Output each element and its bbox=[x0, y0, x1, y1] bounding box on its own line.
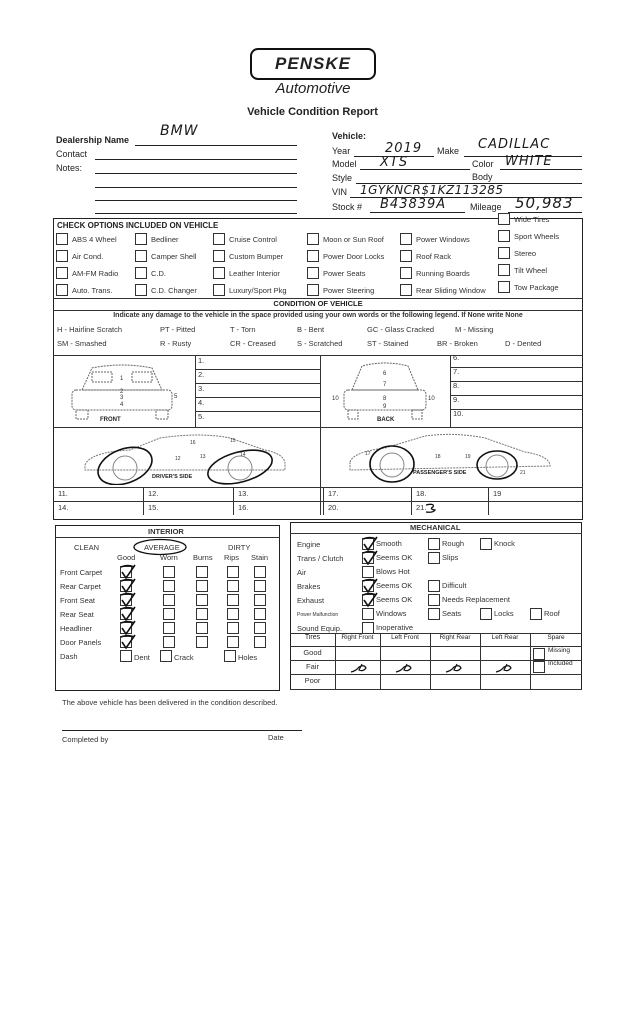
interior-row-label: Front Seat bbox=[60, 596, 96, 605]
tire-fair-mark[interactable] bbox=[350, 662, 370, 674]
damage-field-15[interactable]: 15. bbox=[148, 503, 159, 512]
divider bbox=[233, 501, 234, 515]
svg-text:2: 2 bbox=[120, 389, 124, 395]
tires-header: Left Front bbox=[391, 634, 419, 641]
option-checkbox[interactable] bbox=[135, 284, 147, 296]
legend-item: ST - Stained bbox=[367, 339, 409, 348]
mechanical-option-label: Needs Replacement bbox=[442, 595, 510, 604]
svg-text:10: 10 bbox=[332, 396, 339, 402]
option-label: Auto. Trans. bbox=[72, 286, 113, 295]
option-checkbox[interactable] bbox=[498, 230, 510, 242]
divider bbox=[488, 501, 489, 515]
interior-checkbox[interactable] bbox=[163, 594, 175, 606]
legend-item: GC - Glass Cracked bbox=[367, 325, 435, 334]
damage-field-18[interactable]: 18. bbox=[416, 489, 427, 498]
vehicle-label: Vehicle: bbox=[332, 131, 367, 141]
divider bbox=[195, 383, 320, 384]
mechanical-row-label: Trans / Clutch bbox=[297, 554, 344, 563]
svg-text:5: 5 bbox=[174, 394, 178, 400]
mechanical-checkbox[interactable] bbox=[428, 608, 440, 620]
page-title: Vehicle Condition Report bbox=[247, 106, 378, 118]
mechanical-row-label: Air bbox=[297, 568, 307, 577]
dirty-label: DIRTY bbox=[228, 543, 251, 552]
divider bbox=[143, 487, 144, 501]
option-label: Tow Package bbox=[514, 283, 559, 292]
option-checkbox[interactable] bbox=[498, 281, 510, 293]
option-checkbox[interactable] bbox=[400, 267, 412, 279]
svg-text:16: 16 bbox=[190, 440, 196, 446]
svg-text:14: 14 bbox=[240, 452, 246, 458]
option-checkbox[interactable] bbox=[213, 284, 225, 296]
divider bbox=[290, 674, 582, 675]
interior-row-label: Door Panels bbox=[60, 638, 102, 647]
tires-header: Spare bbox=[547, 634, 565, 641]
damage-field-7[interactable]: 7. bbox=[453, 367, 460, 376]
divider bbox=[323, 501, 324, 515]
interior-checkbox[interactable] bbox=[163, 622, 175, 634]
damage-field-9[interactable]: 9. bbox=[453, 395, 460, 404]
year-value[interactable]: 2019 bbox=[385, 141, 423, 156]
option-checkbox[interactable] bbox=[213, 233, 225, 245]
mechanical-checkbox[interactable] bbox=[428, 538, 440, 550]
dash-holes-label: Holes bbox=[238, 653, 258, 662]
option-checkbox[interactable] bbox=[400, 233, 412, 245]
option-label: AM-FM Radio bbox=[72, 269, 119, 278]
svg-text:9: 9 bbox=[383, 404, 387, 410]
delivery-statement: The above vehicle has been delivered in the condition described. bbox=[62, 698, 278, 707]
svg-text:17: 17 bbox=[365, 451, 371, 457]
svg-text:21: 21 bbox=[520, 470, 526, 476]
damage-field-14[interactable]: 14. bbox=[58, 503, 69, 512]
legend-item: T - Torn bbox=[230, 325, 256, 334]
spare-missing-checkbox[interactable] bbox=[533, 648, 545, 660]
option-checkbox[interactable] bbox=[135, 233, 147, 245]
interior-checkbox[interactable] bbox=[227, 594, 239, 606]
option-checkbox[interactable] bbox=[56, 250, 68, 262]
option-checkbox[interactable] bbox=[56, 233, 68, 245]
svg-text:4: 4 bbox=[120, 402, 124, 408]
mechanical-row-label: Power Malfunction bbox=[297, 612, 339, 618]
mechanical-option-label: Seats bbox=[442, 609, 462, 618]
mechanical-checkbox[interactable] bbox=[530, 608, 542, 620]
interior-checkbox[interactable] bbox=[254, 580, 266, 592]
interior-checkbox[interactable] bbox=[227, 622, 239, 634]
damage-field-6[interactable]: 6. bbox=[453, 353, 460, 362]
damage-field-4[interactable]: 4. bbox=[198, 398, 205, 407]
option-checkbox[interactable] bbox=[56, 284, 68, 296]
mechanical-option-label: Smooth bbox=[376, 539, 402, 548]
damage-field-17[interactable]: 17. bbox=[328, 489, 339, 498]
mechanical-option-label: Seems OK bbox=[376, 595, 413, 604]
divider bbox=[411, 487, 412, 501]
tires-header: Right Rear bbox=[439, 634, 471, 641]
damage-field-16[interactable]: 16. bbox=[238, 503, 249, 512]
logo-sub: Automotive bbox=[275, 80, 351, 97]
svg-text:18: 18 bbox=[435, 454, 441, 460]
svg-text:6: 6 bbox=[383, 371, 387, 377]
legend-item: SM - Smashed bbox=[57, 339, 107, 348]
option-checkbox[interactable] bbox=[498, 213, 510, 225]
mechanical-checkbox[interactable] bbox=[362, 552, 374, 564]
dash-crack-label: Crack bbox=[174, 653, 194, 662]
divider bbox=[450, 395, 583, 396]
dash-dent-label: Dent bbox=[134, 653, 150, 662]
legend-item: M - Missing bbox=[455, 325, 494, 334]
option-label: Running Boards bbox=[416, 269, 470, 278]
option-label: Roof Rack bbox=[416, 252, 452, 261]
interior-checkbox[interactable] bbox=[254, 608, 266, 620]
svg-text:1: 1 bbox=[120, 376, 124, 382]
vin-value[interactable]: 1GYKNCR$1KZ113285 bbox=[360, 183, 504, 197]
handwritten-mark-21 bbox=[423, 502, 443, 514]
mechanical-checkbox[interactable] bbox=[428, 552, 440, 564]
interior-checkbox[interactable] bbox=[120, 636, 132, 648]
option-checkbox[interactable] bbox=[307, 250, 319, 262]
interior-checkbox[interactable] bbox=[254, 636, 266, 648]
condition-instruction: Indicate any damage to the vehicle in the space provided using your own words or the following legend. If None write None bbox=[113, 312, 523, 319]
option-checkbox[interactable] bbox=[307, 233, 319, 245]
spare-included-checkbox[interactable] bbox=[533, 661, 545, 673]
divider bbox=[290, 689, 582, 690]
divider bbox=[195, 397, 320, 398]
interior-checkbox[interactable] bbox=[163, 580, 175, 592]
clean-label: CLEAN bbox=[74, 543, 100, 552]
style-label: Style bbox=[332, 173, 353, 183]
signature-line[interactable] bbox=[62, 730, 302, 731]
mechanical-option-label: Rough bbox=[442, 539, 465, 548]
mechanical-option-label: Locks bbox=[494, 609, 514, 618]
interior-checkbox[interactable] bbox=[196, 636, 208, 648]
divider bbox=[143, 501, 144, 515]
mechanical-checkbox[interactable] bbox=[362, 594, 374, 606]
option-checkbox[interactable] bbox=[213, 267, 225, 279]
contact-label: Contact bbox=[56, 149, 88, 159]
option-checkbox[interactable] bbox=[307, 267, 319, 279]
divider bbox=[488, 487, 489, 501]
damage-field-3[interactable]: 3. bbox=[198, 384, 205, 393]
mechanical-option-label: Knock bbox=[494, 539, 515, 548]
option-checkbox[interactable] bbox=[498, 247, 510, 259]
option-checkbox[interactable] bbox=[498, 264, 510, 276]
year-label: Year bbox=[332, 146, 351, 156]
tire-fair-mark[interactable] bbox=[395, 662, 415, 674]
date-label: Date bbox=[268, 733, 284, 742]
interior-row-label: Rear Carpet bbox=[60, 582, 101, 591]
divider bbox=[290, 646, 582, 647]
model-label: Model bbox=[332, 159, 357, 169]
divider bbox=[380, 633, 381, 689]
notes-label: Notes: bbox=[56, 163, 83, 173]
interior-column-burns: Burns bbox=[193, 553, 213, 562]
interior-row-label: Headliner bbox=[60, 624, 93, 633]
interior-row-label: Rear Seat bbox=[60, 610, 94, 619]
legend-item: D - Dented bbox=[505, 339, 542, 348]
logo-brand: PENSKE bbox=[275, 54, 351, 73]
mechanical-checkbox[interactable] bbox=[428, 580, 440, 592]
legend-item: S - Scratched bbox=[297, 339, 343, 348]
svg-text:15: 15 bbox=[230, 438, 236, 444]
legend-item: H - Hairline Scratch bbox=[57, 325, 123, 334]
option-checkbox[interactable] bbox=[307, 284, 319, 296]
interior-checkbox[interactable] bbox=[196, 566, 208, 578]
damage-field-11[interactable]: 11. bbox=[58, 489, 68, 498]
back-car-diagram bbox=[330, 360, 440, 422]
interior-checkbox[interactable] bbox=[227, 580, 239, 592]
svg-text:19: 19 bbox=[465, 454, 471, 460]
interior-checkbox[interactable] bbox=[196, 594, 208, 606]
svg-text:10: 10 bbox=[428, 396, 435, 402]
mechanical-option-label: Blows Hot bbox=[376, 567, 410, 576]
dealership-name-label: Dealership Name bbox=[56, 135, 130, 145]
mechanical-checkbox[interactable] bbox=[362, 608, 374, 620]
mechanical-option-label: Seems OK bbox=[376, 581, 413, 590]
interior-checkbox[interactable] bbox=[163, 608, 175, 620]
interior-checkbox[interactable] bbox=[227, 636, 239, 648]
option-checkbox[interactable] bbox=[135, 267, 147, 279]
mechanical-row-label: Engine bbox=[297, 540, 321, 549]
divider bbox=[411, 501, 412, 515]
interior-column-stain: Stain bbox=[251, 553, 269, 562]
dash-label: Dash bbox=[60, 652, 78, 661]
svg-text:12: 12 bbox=[175, 456, 181, 462]
mechanical-option-label: Difficult bbox=[442, 581, 467, 590]
vin-label: VIN bbox=[332, 187, 348, 197]
tires-header: Tires bbox=[304, 634, 321, 641]
tires-header: Left Rear bbox=[491, 634, 519, 641]
option-label: C.D. Changer bbox=[151, 286, 197, 295]
option-label: Cruise Control bbox=[229, 235, 277, 244]
drivers-side-label: DRIVER'S SIDE bbox=[152, 474, 193, 480]
divider bbox=[430, 633, 431, 689]
contact-field[interactable] bbox=[95, 159, 297, 160]
divider bbox=[195, 369, 320, 370]
damage-field-20[interactable]: 20. bbox=[328, 503, 339, 512]
mechanical-row-label: Exhaust bbox=[297, 596, 325, 605]
option-label: Tilt Wheel bbox=[514, 266, 548, 275]
legend-item: PT - Pitted bbox=[160, 325, 196, 334]
divider bbox=[450, 409, 583, 410]
mechanical-checkbox[interactable] bbox=[428, 594, 440, 606]
dash-crack-checkbox[interactable] bbox=[160, 650, 172, 662]
damage-field-19[interactable]: 19 bbox=[493, 489, 502, 498]
option-checkbox[interactable] bbox=[213, 250, 225, 262]
option-label: Rear Sliding Window bbox=[416, 286, 486, 295]
damage-field-5[interactable]: 5. bbox=[198, 412, 205, 421]
option-label: Camper Shell bbox=[151, 252, 197, 261]
front-car-diagram bbox=[62, 360, 182, 422]
damage-field-13[interactable]: 13. bbox=[238, 489, 249, 498]
stock-value[interactable]: B43839A bbox=[380, 197, 447, 212]
average-label: AVERAGE bbox=[144, 543, 180, 552]
svg-text:13: 13 bbox=[200, 454, 206, 460]
interior-column-worn: Worn bbox=[160, 553, 178, 562]
interior-checkbox[interactable] bbox=[254, 622, 266, 634]
interior-checkbox[interactable] bbox=[227, 608, 239, 620]
mechanical-option-label: Windows bbox=[376, 609, 407, 618]
option-label: Bedliner bbox=[151, 235, 179, 244]
mechanical-checkbox[interactable] bbox=[480, 538, 492, 550]
option-label: Moon or Sun Roof bbox=[323, 235, 384, 244]
damage-field-21[interactable]: 21. bbox=[416, 503, 427, 512]
interior-row-label: Front Carpet bbox=[60, 568, 103, 577]
passenger-side-diagram bbox=[345, 430, 560, 485]
divider bbox=[480, 633, 481, 689]
completed-by-label: Completed by bbox=[62, 735, 109, 744]
interior-column-rips: Rips bbox=[224, 553, 240, 562]
option-checkbox[interactable] bbox=[400, 284, 412, 296]
option-label: Custom Bumper bbox=[229, 252, 284, 261]
divider bbox=[335, 633, 336, 689]
color-value[interactable]: WHITE bbox=[505, 154, 553, 169]
tires-row-label: Poor bbox=[304, 676, 321, 685]
mechanical-checkbox[interactable] bbox=[480, 608, 492, 620]
mechanical-option-label: Slips bbox=[442, 553, 459, 562]
tire-fair-mark[interactable] bbox=[495, 662, 515, 674]
tires-row-label: Good bbox=[303, 648, 322, 657]
mechanical-row-label: Brakes bbox=[297, 582, 321, 591]
legend-item: CR - Creased bbox=[230, 339, 276, 348]
tires-header: Right Front bbox=[341, 634, 374, 641]
notes-field[interactable] bbox=[95, 173, 297, 174]
make-label: Make bbox=[437, 146, 460, 156]
front-label: FRONT bbox=[100, 417, 121, 423]
damage-field-12[interactable]: 12. bbox=[148, 489, 159, 498]
option-label: ABS 4 Wheel bbox=[72, 235, 117, 244]
option-label: Power Windows bbox=[416, 235, 470, 244]
condition-title: CONDITION OF VEHICLE bbox=[273, 299, 363, 308]
tire-fair-mark[interactable] bbox=[445, 662, 465, 674]
make-value[interactable]: CADILLAC bbox=[478, 137, 551, 152]
damage-field-10[interactable]: 10. bbox=[453, 409, 464, 418]
dash-dent-checkbox[interactable] bbox=[120, 650, 132, 662]
interior-checkbox[interactable] bbox=[196, 608, 208, 620]
dealership-name-value[interactable]: BMW bbox=[160, 123, 199, 139]
option-label: Stereo bbox=[514, 249, 537, 258]
spare-missing-label: Missing bbox=[548, 647, 571, 654]
svg-text:8: 8 bbox=[383, 396, 387, 402]
options-title: CHECK OPTIONS INCLUDED ON VEHICLE bbox=[57, 221, 219, 230]
option-label: Wide Tires bbox=[514, 215, 550, 224]
mechanical-option-label: Inoperative bbox=[376, 623, 414, 632]
svg-text:3: 3 bbox=[120, 395, 124, 401]
legend-item: B - Bent bbox=[297, 325, 325, 334]
option-checkbox[interactable] bbox=[400, 250, 412, 262]
option-label: Power Steering bbox=[323, 286, 375, 295]
divider bbox=[323, 487, 324, 501]
divider bbox=[450, 381, 583, 382]
option-label: C.D. bbox=[151, 269, 166, 278]
legend-item: R - Rusty bbox=[160, 339, 192, 348]
option-label: Power Seats bbox=[323, 269, 366, 278]
stock-label: Stock # bbox=[332, 202, 363, 212]
interior-checkbox[interactable] bbox=[163, 636, 175, 648]
option-checkbox[interactable] bbox=[56, 267, 68, 279]
interior-column-good: Good bbox=[117, 553, 136, 562]
model-value[interactable]: XTS bbox=[380, 155, 409, 170]
mileage-value[interactable]: 50,983 bbox=[515, 194, 574, 212]
mechanical-title: MECHANICAL bbox=[410, 523, 461, 532]
interior-checkbox[interactable] bbox=[163, 566, 175, 578]
option-label: Air Cond. bbox=[72, 252, 104, 261]
svg-text:7: 7 bbox=[383, 382, 387, 388]
color-label: Color bbox=[472, 159, 494, 169]
mileage-label: Mileage bbox=[470, 202, 502, 212]
interior-checkbox[interactable] bbox=[254, 566, 266, 578]
interior-title: INTERIOR bbox=[148, 527, 184, 536]
interior-checkbox[interactable] bbox=[254, 594, 266, 606]
legend-item: BR - Broken bbox=[437, 339, 478, 348]
divider bbox=[195, 411, 320, 412]
mechanical-option-label: Seems OK bbox=[376, 553, 413, 562]
passengers-side-label: PASSENGER'S SIDE bbox=[413, 470, 467, 476]
tires-row-label: Fair bbox=[306, 662, 319, 671]
option-label: Leather Interior bbox=[229, 269, 280, 278]
back-label: BACK bbox=[377, 417, 395, 423]
option-label: Power Door Locks bbox=[323, 252, 385, 261]
mechanical-option-label: Roof bbox=[544, 609, 560, 618]
body-label: Body bbox=[472, 172, 493, 182]
divider bbox=[233, 487, 234, 501]
divider bbox=[450, 367, 583, 368]
option-checkbox[interactable] bbox=[135, 250, 147, 262]
mechanical-row-label: Sound Equip. bbox=[297, 624, 343, 633]
spare-included-label: Included bbox=[548, 660, 573, 667]
divider bbox=[530, 633, 531, 689]
interior-checkbox[interactable] bbox=[196, 622, 208, 634]
option-label: Luxury/Sport Pkg bbox=[229, 286, 287, 295]
interior-checkbox[interactable] bbox=[227, 566, 239, 578]
damage-field-2[interactable]: 2. bbox=[198, 370, 205, 379]
dash-holes-checkbox[interactable] bbox=[224, 650, 236, 662]
damage-field-8[interactable]: 8. bbox=[453, 381, 460, 390]
interior-checkbox[interactable] bbox=[196, 580, 208, 592]
option-label: Sport Wheels bbox=[514, 232, 560, 241]
damage-field-1[interactable]: 1. bbox=[198, 356, 205, 365]
